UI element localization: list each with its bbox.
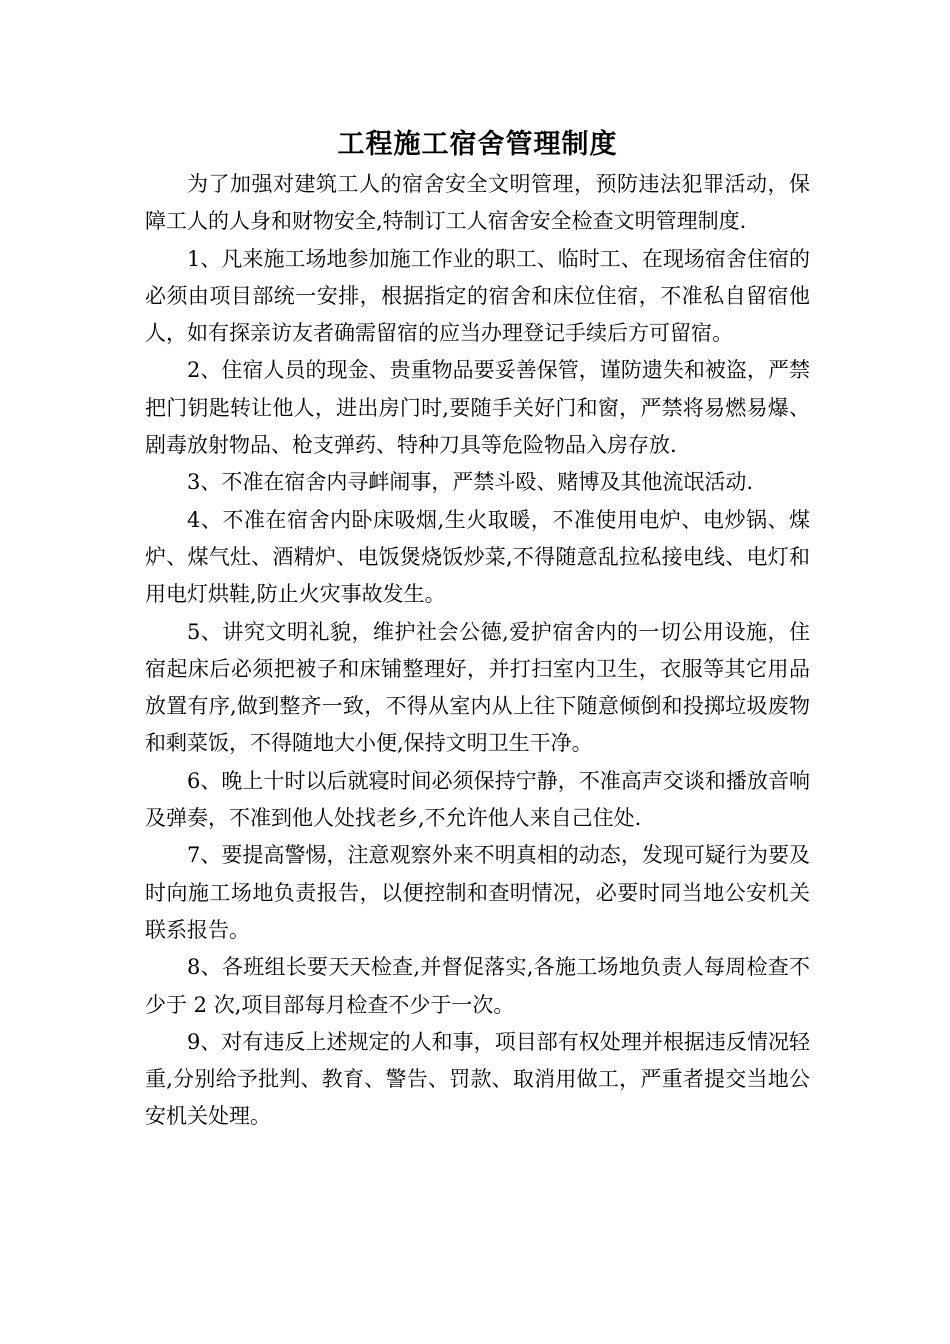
rule-1-paragraph: 1、凡来施工场地参加施工作业的职工、临时工、在现场宿舍住宿的必须由项目部统一安排，根据指定的宿舍和床位住宿，不准私自留宿他人，如有探亲访友者确需留宿的应当办理登记手续后方可留宿。 [145,246,810,346]
rule-7-paragraph: 7、要提高警惕，注意观察外来不明真相的动态，发现可疑行为要及时向施工场地负责报告，以便控制和查明情况，必要时同当地公安机关联系报告。 [145,843,810,942]
document-page [145,125,810,1136]
rule-9-paragraph: 9、对有违反上述规定的人和事，项目部有权处理并根据违反情况轻重,分别给予批判、教育、警告、罚款、取消用做工，严重者提交当地公安机关处理。 [145,1029,810,1129]
document-title: 工程施工宿舍管理制度 [337,129,618,160]
rule-3-paragraph: 3、不准在宿舍内寻衅闹事，严禁斗殴、赌博及其他流氓活动. [187,470,754,495]
rule-8-paragraph: 8、各班组长要天天检查,并督促落实,各施工场地负责人每周检查不少于 2 次,项目部每月检查不少于一次。 [145,955,810,1017]
rule-4-paragraph: 4、不准在宿舍内卧床吸烟,生火取暖，不准使用电炉、电炒锅、煤炉、煤气灶、酒精炉、电饭煲烧饭炒菜,不得随意乱拉私接电线、电灯和用电灯烘鞋,防止火灾事故发生。 [145,507,810,607]
rule-5-paragraph: 5、讲究文明礼貌，维护社会公德,爱护宿舍内的一切公用设施，住宿起床后必须把被子和床铺整理好，并打扫室内卫生，衣服等其它用品放置有序,做到整齐一致，不得从室内从上往下随意倾倒和投掷垃圾废物和剩菜饭，不得随地大小便,保持文明卫生干净。 [145,619,810,756]
rule-2-paragraph: 2、住宿人员的现金、贵重物品要妥善保管，谨防遗失和被盗，严禁把门钥匙转让他人，进出房门时,要随手关好门和窗，严禁将易燃易爆、剧毒放射物品、枪支弹药、特种刀具等危险物品入房存放. [145,358,810,458]
rule-6-paragraph: 6、晚上十时以后就寝时间必须保持宁静，不准高声交谈和播放音响及弹奏，不准到他人处找老乡,不允许他人来自己住处. [145,768,810,831]
intro-paragraph: 为了加强对建筑工人的宿舍安全文明管理，预防违法犯罪活动，保障工人的人身和财物安全,特制订工人宿舍安全检查文明管理制度. [145,172,810,234]
